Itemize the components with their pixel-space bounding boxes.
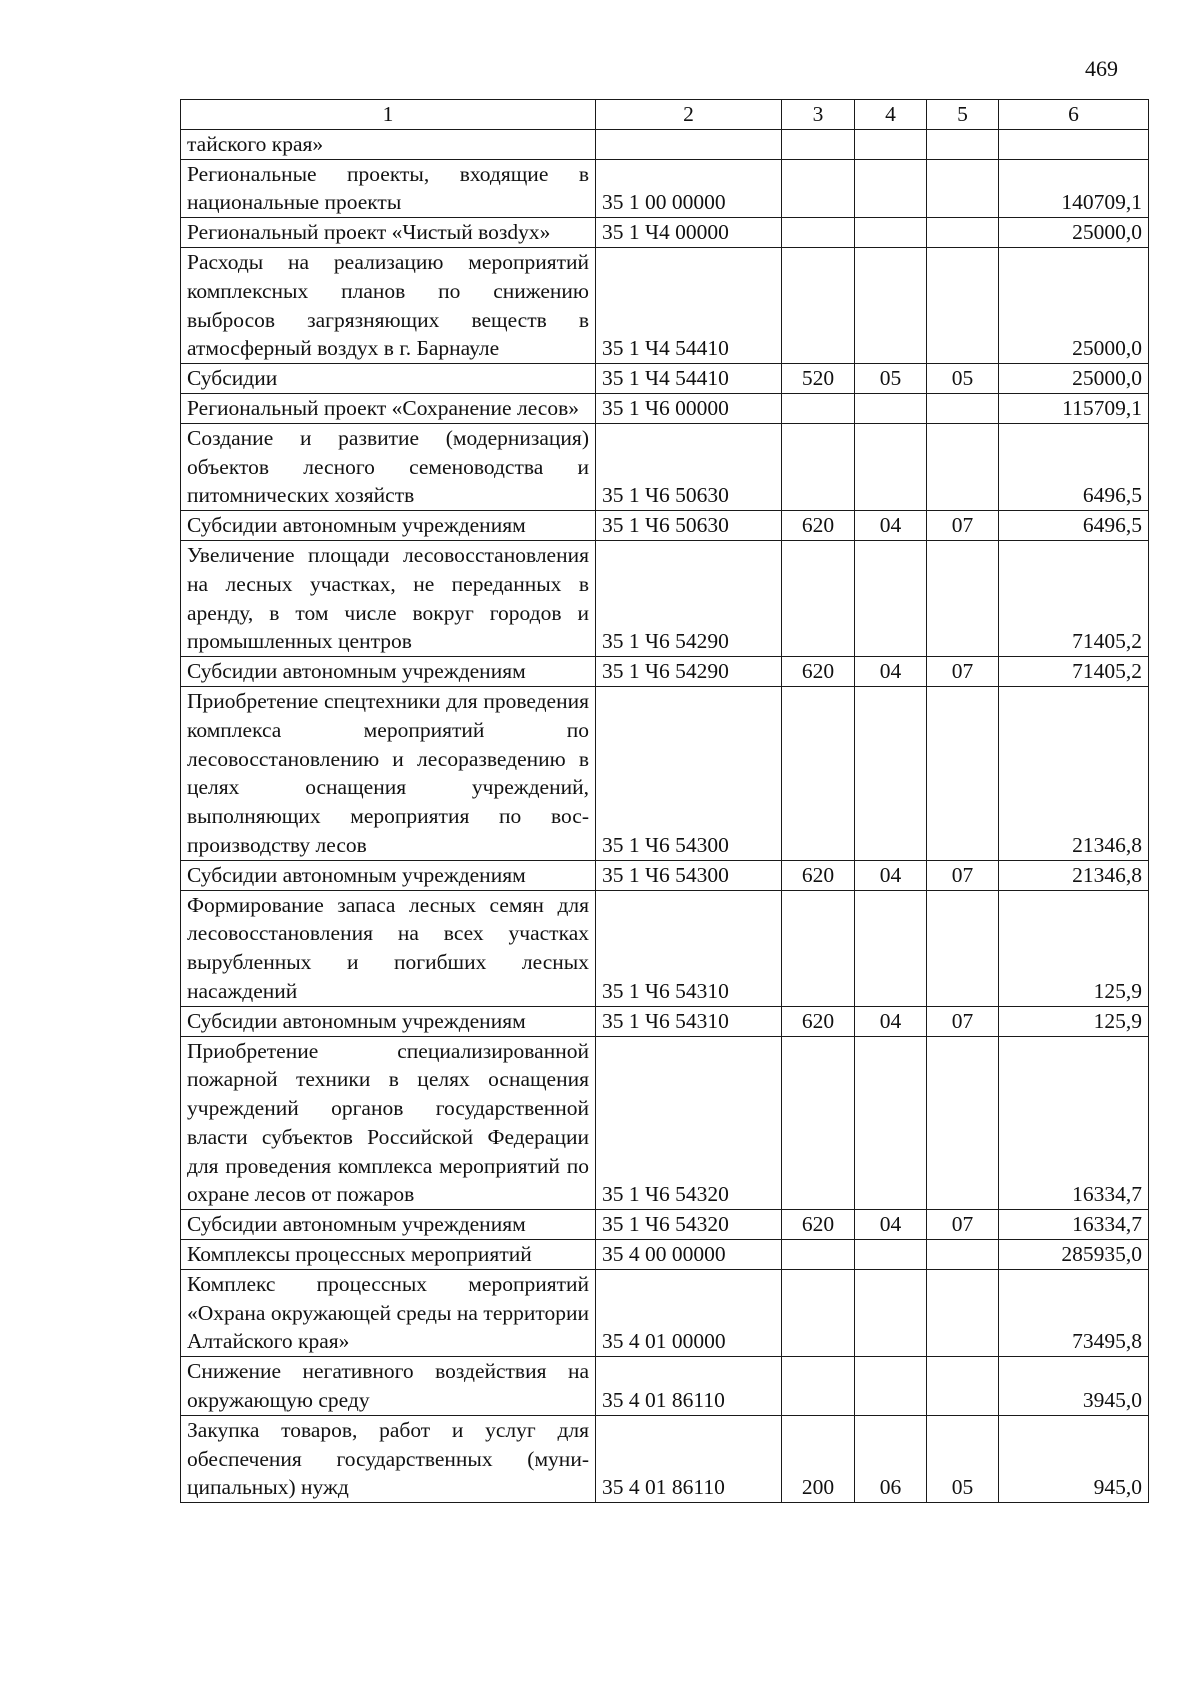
section-cell (855, 1269, 927, 1356)
header-cell: 2 (596, 100, 782, 130)
section-cell (855, 247, 927, 363)
item-name-cell: Региональный проект «Чистый возdух» (181, 218, 596, 248)
table-row (181, 1357, 1149, 1416)
expense-type-cell: 620 (782, 511, 855, 541)
expense-type-cell (782, 1036, 855, 1210)
code-cell: 35 1 00 00000 (596, 159, 782, 218)
section-cell: 04 (855, 1210, 927, 1240)
item-name-cell: Комплексы процессных мероприятий (181, 1240, 596, 1270)
item-name-cell: Увеличение площади лесовосстановления на лесных участках, не переданных в аренду, в том числе вокруг городов и промышленных центров (181, 540, 596, 656)
subsection-cell: 07 (927, 860, 999, 890)
section-cell (855, 218, 927, 248)
subsection-cell (927, 423, 999, 510)
code-cell: 35 1 Ч4 00000 (596, 218, 782, 248)
amount-cell: 285935,0 (999, 1240, 1149, 1270)
amount-cell: 945,0 (999, 1415, 1149, 1502)
code-cell: 35 1 Ч6 54290 (596, 657, 782, 687)
amount-cell: 6496,5 (999, 423, 1149, 510)
subsection-cell (927, 1240, 999, 1270)
expense-type-cell: 620 (782, 1210, 855, 1240)
table-row (181, 657, 1149, 687)
code-cell: 35 1 Ч6 54290 (596, 540, 782, 656)
section-cell: 06 (855, 1415, 927, 1502)
amount-cell: 3945,0 (999, 1357, 1149, 1416)
table-row (181, 1006, 1149, 1036)
expense-type-cell (782, 686, 855, 860)
expense-type-cell (782, 393, 855, 423)
table-row (181, 1415, 1149, 1502)
subsection-cell (927, 890, 999, 1006)
section-cell (855, 686, 927, 860)
item-name-cell: Приобретение специализированной пожарной техники в целях оснащения учреждений органов государственной власти субъектов Российской Федерации для проведения комплекса мероприятий по охране лесов от пожаров (181, 1036, 596, 1210)
amount-cell: 115709,1 (999, 393, 1149, 423)
expense-type-cell (782, 1357, 855, 1416)
amount-cell: 21346,8 (999, 860, 1149, 890)
subsection-cell (927, 540, 999, 656)
expense-type-cell (782, 218, 855, 248)
amount-cell: 25000,0 (999, 218, 1149, 248)
section-cell: 04 (855, 860, 927, 890)
section-cell: 04 (855, 1006, 927, 1036)
amount-cell: 71405,2 (999, 657, 1149, 687)
table-row (181, 159, 1149, 218)
expense-type-cell (782, 1269, 855, 1356)
code-cell: 35 1 Ч6 54300 (596, 686, 782, 860)
table-row (181, 540, 1149, 656)
amount-cell: 6496,5 (999, 511, 1149, 541)
code-cell: 35 1 Ч6 54300 (596, 860, 782, 890)
code-cell: 35 4 01 00000 (596, 1269, 782, 1356)
subsection-cell: 05 (927, 364, 999, 394)
table-row (181, 1240, 1149, 1270)
section-cell (855, 393, 927, 423)
expense-type-cell (782, 1240, 855, 1270)
item-name-cell: Снижение негативного воздействия на окружающую среду (181, 1357, 596, 1416)
item-name-cell: Региональный проект «Сохранение лесов» (181, 393, 596, 423)
section-cell (855, 159, 927, 218)
amount-cell: 25000,0 (999, 247, 1149, 363)
code-cell: 35 1 Ч6 54320 (596, 1036, 782, 1210)
section-cell (855, 540, 927, 656)
subsection-cell (927, 218, 999, 248)
subsection-cell (927, 393, 999, 423)
subsection-cell (927, 686, 999, 860)
expense-type-cell (782, 247, 855, 363)
section-cell: 05 (855, 364, 927, 394)
subsection-cell (927, 1036, 999, 1210)
code-cell: 35 4 01 86110 (596, 1357, 782, 1416)
expense-type-cell (782, 159, 855, 218)
code-cell: 35 4 00 00000 (596, 1240, 782, 1270)
section-cell (855, 1240, 927, 1270)
expense-type-cell (782, 540, 855, 656)
header-cell: 1 (181, 100, 596, 130)
item-name-cell: Расходы на реализацию мероприятий комплексных планов по снижению выбросов загрязняющих веществ в атмосферный воздух в г. Барнауле (181, 247, 596, 363)
item-name-cell: Приобретение спецтехники для проведения комплекса мероприятий по лесовосстановлению и лесоразведению в целях оснащения учреждений, выполняющих мероприятия по воспроизводству лесов (181, 686, 596, 860)
code-cell: 35 1 Ч6 54310 (596, 1006, 782, 1036)
header-cell: 3 (782, 100, 855, 130)
subsection-cell (927, 247, 999, 363)
code-cell: 35 1 Ч6 50630 (596, 423, 782, 510)
expense-type-cell (782, 423, 855, 510)
table-row (181, 686, 1149, 860)
amount-cell: 73495,8 (999, 1269, 1149, 1356)
subsection-cell (927, 1357, 999, 1416)
page-number: 469 (1085, 56, 1118, 81)
amount-cell: 125,9 (999, 1006, 1149, 1036)
amount-cell: 21346,8 (999, 686, 1149, 860)
amount-cell: 16334,7 (999, 1036, 1149, 1210)
expense-type-cell (782, 890, 855, 1006)
table-row (181, 218, 1149, 248)
section-cell (855, 423, 927, 510)
item-name-cell: Субсидии автономным учреждениям (181, 860, 596, 890)
table-header (181, 100, 1149, 130)
table-row (181, 890, 1149, 1006)
code-cell: 35 1 Ч4 54410 (596, 364, 782, 394)
table-body (181, 129, 1149, 1502)
section-cell: 04 (855, 511, 927, 541)
header-cell: 5 (927, 100, 999, 130)
code-cell: 35 1 Ч6 54310 (596, 890, 782, 1006)
table-row (181, 860, 1149, 890)
item-name-cell: Субсидии автономным учреждениям (181, 511, 596, 541)
item-name-cell: Формирование запаса лесных семян для лесовосстановления на всех участках вырубленных и погибших лесных насаждений (181, 890, 596, 1006)
subsection-cell: 07 (927, 511, 999, 541)
expense-type-cell: 620 (782, 860, 855, 890)
item-name-cell: Комплекс процессных мероприятий «Охрана окружающей среды на территории Алтайского края» (181, 1269, 596, 1356)
budget-table (180, 99, 1149, 1503)
table-row (181, 247, 1149, 363)
subsection-cell (927, 129, 999, 159)
amount-cell: 25000,0 (999, 364, 1149, 394)
table-row (181, 129, 1149, 159)
table-row (181, 1210, 1149, 1240)
item-name-cell: Региональные проекты, входящие в национальные проекты (181, 159, 596, 218)
item-name-cell: Создание и развитие (модернизация) объектов лесного семеноводства и питомнических хозяйств (181, 423, 596, 510)
item-name-cell: тайского края» (181, 129, 596, 159)
code-cell: 35 1 Ч6 54320 (596, 1210, 782, 1240)
subsection-cell: 07 (927, 657, 999, 687)
code-cell (596, 129, 782, 159)
subsection-cell: 05 (927, 1415, 999, 1502)
code-cell: 35 1 Ч6 00000 (596, 393, 782, 423)
section-cell (855, 1036, 927, 1210)
expense-type-cell: 200 (782, 1415, 855, 1502)
amount-cell: 71405,2 (999, 540, 1149, 656)
header-row (181, 100, 1149, 130)
expense-type-cell (782, 129, 855, 159)
item-name-cell: Закупка товаров, работ и услуг для обеспечения государственных (муниципальных) нужд (181, 1415, 596, 1502)
table-row (181, 511, 1149, 541)
section-cell: 04 (855, 657, 927, 687)
subsection-cell: 07 (927, 1006, 999, 1036)
header-cell: 6 (999, 100, 1149, 130)
section-cell (855, 1357, 927, 1416)
table-row (181, 423, 1149, 510)
item-name-cell: Субсидии автономным учреждениям (181, 1210, 596, 1240)
amount-cell: 16334,7 (999, 1210, 1149, 1240)
item-name-cell: Субсидии автономным учреждениям (181, 1006, 596, 1036)
table-row (181, 393, 1149, 423)
subsection-cell (927, 159, 999, 218)
table-row (181, 1036, 1149, 1210)
amount-cell: 140709,1 (999, 159, 1149, 218)
code-cell: 35 4 01 86110 (596, 1415, 782, 1502)
section-cell (855, 129, 927, 159)
expense-type-cell: 520 (782, 364, 855, 394)
item-name-cell: Субсидии (181, 364, 596, 394)
table-row (181, 364, 1149, 394)
code-cell: 35 1 Ч6 50630 (596, 511, 782, 541)
header-cell: 4 (855, 100, 927, 130)
table-row (181, 1269, 1149, 1356)
code-cell: 35 1 Ч4 54410 (596, 247, 782, 363)
amount-cell: 125,9 (999, 890, 1149, 1006)
expense-type-cell: 620 (782, 657, 855, 687)
subsection-cell: 07 (927, 1210, 999, 1240)
section-cell (855, 890, 927, 1006)
expense-type-cell: 620 (782, 1006, 855, 1036)
amount-cell (999, 129, 1149, 159)
item-name-cell: Субсидии автономным учреждениям (181, 657, 596, 687)
subsection-cell (927, 1269, 999, 1356)
